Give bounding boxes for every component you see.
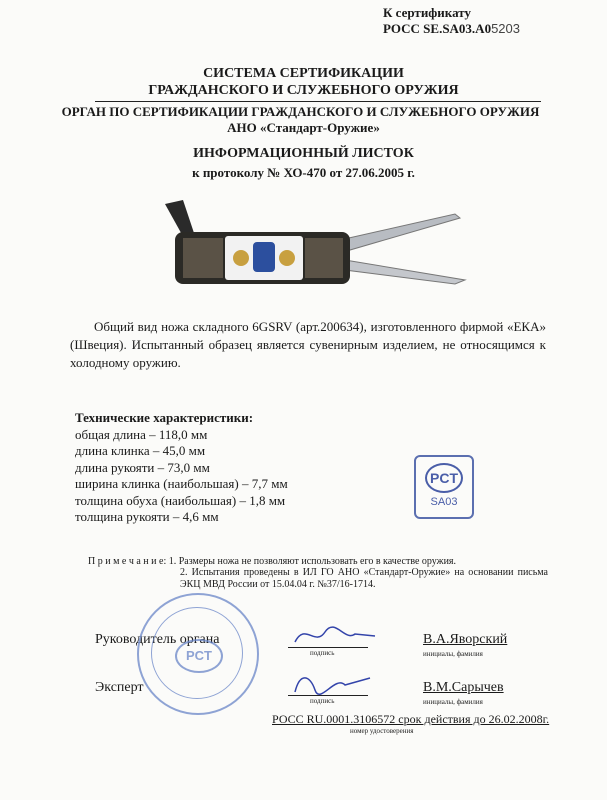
footer-certificate: РОСС RU.0001.3106572 срок действия до 26.02.2008г. [272, 712, 550, 726]
cert-number: РОСС SE.SA03.A05203 [383, 21, 520, 36]
spec-item: ширина клинка (наибольшая) – 7,7 мм [75, 476, 288, 491]
expert-name: В.М.Сарычев [423, 680, 504, 695]
pct-logo-icon: PCT [175, 639, 223, 673]
specs [75, 410, 288, 526]
protocol-ref: к протоколу № ХО-470 от 27.06.2005 г. [192, 165, 415, 180]
name-caption: инициалы, фамилия [423, 650, 483, 658]
divider [95, 101, 541, 102]
note [88, 556, 548, 591]
seal-stamp [137, 593, 259, 715]
title-line2: ГРАЖДАНСКОГО И СЛУЖЕБНОГО ОРУЖИЯ [148, 83, 459, 98]
pct-logo-icon: PCT [425, 463, 463, 493]
spec-item: общая длина – 118,0 мм [75, 426, 208, 442]
ano-name: АНО «Стандарт-Оружие» [227, 120, 380, 135]
role-expert: Эксперт [95, 680, 144, 695]
note-item: 2. Испытания проведены в ИЛ ГО АНО «Стандарт-Оружие» на основании письма ЭКЦ МВД России от 15.04.04 г. №37/16-1714. [180, 567, 548, 590]
role-head: Руководитель органа [95, 632, 220, 647]
description: Общий вид ножа складного 6GSRV (арт.200634), изготовленного фирмой «ЕКА» (Швеция). Испытанный образец является сувенирным изделием, не относящимся к холодному оружию. [70, 319, 546, 370]
signature [290, 622, 380, 648]
mark-code: SA03 [430, 496, 458, 508]
specs-heading: Технические характеристики: [75, 410, 254, 425]
sign-caption: подпись [310, 649, 335, 657]
signature [290, 670, 380, 696]
knife-photo [155, 192, 475, 292]
sign-caption: подпись [310, 697, 335, 705]
head-name: В.А.Яворский [423, 632, 508, 647]
spec-item: длина клинка – 45,0 мм [75, 443, 206, 458]
doc-title: ИНФОРМАЦИОННЫЙ ЛИСТОК [193, 146, 414, 161]
spec-item: длина рукояти – 73,0 мм [75, 459, 210, 475]
name-caption: инициалы, фамилия [423, 698, 483, 706]
spec-item: толщина обуха (наибольшая) – 1,8 мм [75, 492, 286, 508]
note-label: П р и м е ч а н и е: [88, 556, 167, 567]
conformity-mark [414, 455, 474, 519]
title-line1: СИСТЕМА СЕРТИФИКАЦИИ [203, 66, 404, 81]
org-name: ОРГАН ПО СЕРТИФИКАЦИИ ГРАЖДАНСКОГО И СЛУЖЕБНОГО ОРУЖИЯ [61, 104, 540, 119]
note-item: 1. Размеры ножа не позволяют использовать его в качестве оружия. [168, 556, 457, 567]
cert-label: К сертификату [383, 5, 471, 20]
spec-item: толщина рукояти – 4,6 мм [75, 509, 219, 524]
footer-caption: номер удостоверения [350, 727, 414, 735]
